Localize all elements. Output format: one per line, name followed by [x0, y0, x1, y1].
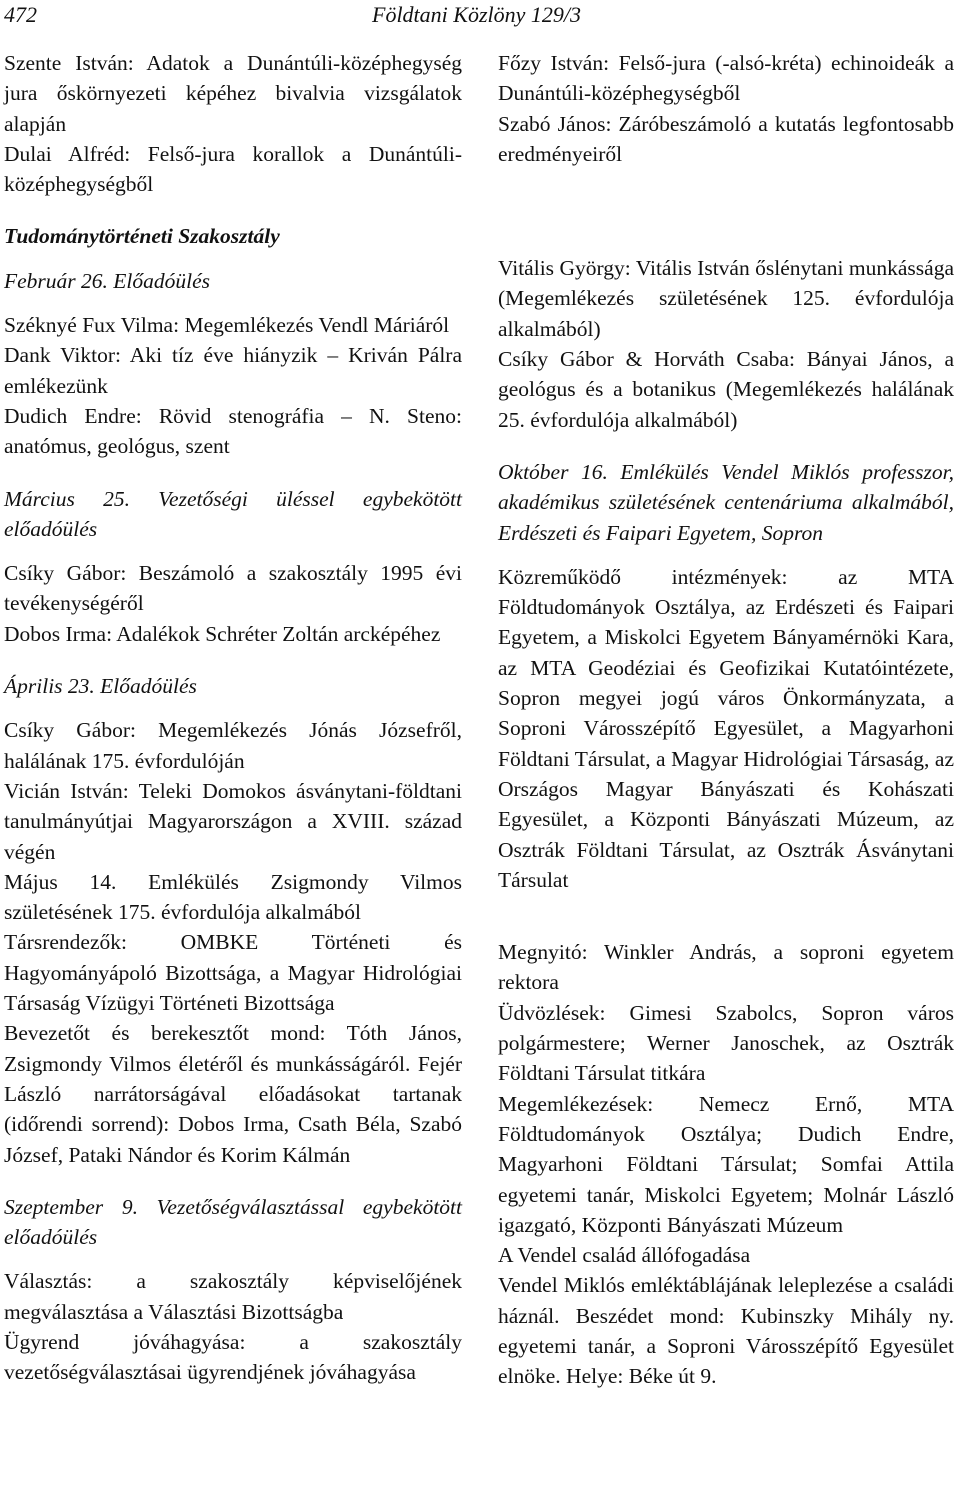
entry-introduction: Bevezetőt és berekesztőt mond: Tóth János, Zsigmondy Vilmos életéről és munkásságáról. Fejér László narrátorságával előadásokat tartanak (időrendi sorrend): Dobos Irma, Csath Béla, Szabó József, Pataki Nándor és Korim Kálmán — [4, 1021, 462, 1167]
entry-rules-approval: Ügyrend jóváhagyása: a szakosztály vezetőségválasztásai ügyrendjének jóváhagyása — [4, 1329, 462, 1385]
entry-reception: A Vendel család állófogadása — [498, 1243, 751, 1268]
journal-title: Földtani Közlöny 129/3 — [372, 2, 581, 27]
entry-dulai: Dulai Alfréd: Felső-jura korallok a Dunántúli-középhegységből — [4, 141, 462, 197]
page-number: 472 — [4, 2, 37, 27]
section-title: Tudománytörténeti Szakosztály — [4, 224, 280, 249]
entry-vitalis: Vitális György: Vitális István őslénytani munkássága (Megemlékezés születésének 125. évfordulója alkalmából) — [498, 256, 954, 341]
page-header — [0, 0, 960, 34]
entry-csiky-horvath: Csíky Gábor & Horváth Csaba: Bányai János, a geológus és a botanikus (Megemlékezés halálának 25. évfordulója alkalmából) — [498, 347, 954, 432]
entry-institutions: Közreműködő intézmények: az MTA Földtudományok Osztálya, az Erdészeti és Faipari Egyetem, a Miskolci Egyetem Bányamérnöki Kara, az MTA Geodéziai és Geofizikai Kutatóintézete, Sopron megyei jogú város Önkormányzata, a Soproni Városszépítő Egyesület, a Magyarhoni Földtani Társulat, a Magyar Hidrológiai Társaság, az Országos Magyar Bányászati és Kohászati Egyesület, a Központi Bányászati Múzeum, az Osztrák Földtani Társulat, az Osztrák Ásványtani Társulat — [498, 564, 954, 892]
entry-csiky-jonas: Csíky Gábor: Megemlékezés Jónás Józsefről, halálának 175. évfordulóján — [4, 718, 462, 773]
entry-plaque: Vendel Miklós emléktáblájának leleplezése a családi háznál. Beszédet mond: Kubinszky Mihály ny. egyetemi tanár, a Soproni Városszépítő Egyesület elnöke. Helye: Béke út 9. — [498, 1273, 954, 1389]
entry-election: Választás: a szakosztály képviselőjének megválasztása a Választási Bizottságba — [4, 1269, 462, 1324]
entry-organizers: Társrendezők: OMBKE Történeti és Hagyományápoló Bizottsága, a Magyar Hidrológiai Társaság Vízügyi Történeti Bizottsága — [4, 930, 462, 1016]
entry-dank: Dank Viktor: Aki tíz éve hiányzik – Kriván Pálra emlékezünk — [4, 343, 462, 398]
entry-opening: Megnyitó: Winkler András, a soproni egyetem rektora — [498, 940, 954, 995]
entry-greetings: Üdvözlések: Gimesi Szabolcs, Sopron város polgármestere; Werner Janoschek, az Osztrák Földtani Társulat titkára — [498, 1000, 954, 1086]
entry-szabo: Szabó János: Záróbeszámoló a kutatás legfontosabb eredményeiről — [498, 111, 954, 166]
date-mar-25: Március 25. Vezetőségi üléssel egybekötött előadóülés — [4, 486, 462, 541]
entry-dudich: Dudich Endre: Rövid stenográfia – N. Steno: anatómus, geológus, szent — [4, 403, 462, 459]
entry-szekyne: Széknyé Fux Vilma: Megemlékezés Vendl Máriáról — [4, 313, 450, 338]
left-column — [4, 48, 462, 1388]
date-sep-9: Szeptember 9. Vezetőségválasztással egybekötött előadóülés — [4, 1194, 462, 1250]
date-apr-23: Április 23. Előadóülés — [4, 674, 197, 699]
entry-may-14: Május 14. Emlékülés Zsigmondy Vilmos születésének 175. évfordulója alkalmából — [4, 869, 462, 925]
entry-commemorations: Megemlékezések: Nemecz Ernő, MTA Földtudományok Osztálya; Dudich Endre, Magyarhoni Földtani Társulat; Somfai Attila egyetemi tanár, Miskolci Egyetem; Molnár László igazgató, Központi Bányászati Múzeum — [498, 1091, 954, 1237]
right-column — [498, 48, 954, 1392]
entry-csiky-report: Csíky Gábor: Beszámoló a szakosztály 1995 évi tevékenységéről — [4, 561, 462, 616]
entry-fozy: Főzy István: Felső-jura (-alsó-kréta) echinoideák a Dunántúli-középhegységből — [498, 51, 954, 106]
entry-dobos: Dobos Irma: Adalékok Schréter Zoltán arcképéhez — [4, 621, 441, 646]
date-oct-16: Október 16. Emlékülés Vendel Miklós professzor, akadémikus születésének centenáriuma alkalmából, Erdészeti és Faipari Egyetem, Sopron — [498, 459, 954, 545]
date-feb-26: Február 26. Előadóülés — [4, 268, 211, 293]
entry-szente: Szente István: Adatok a Dunántúli-középhegység jura őskörnyezeti képéhez bivalvia vizsgálatok alapján — [4, 51, 462, 136]
entry-viczian: Vicián István: Teleki Domokos ásványtani-földtani tanulmányútjai Magyarországon a XVIII. század végén — [4, 778, 462, 864]
